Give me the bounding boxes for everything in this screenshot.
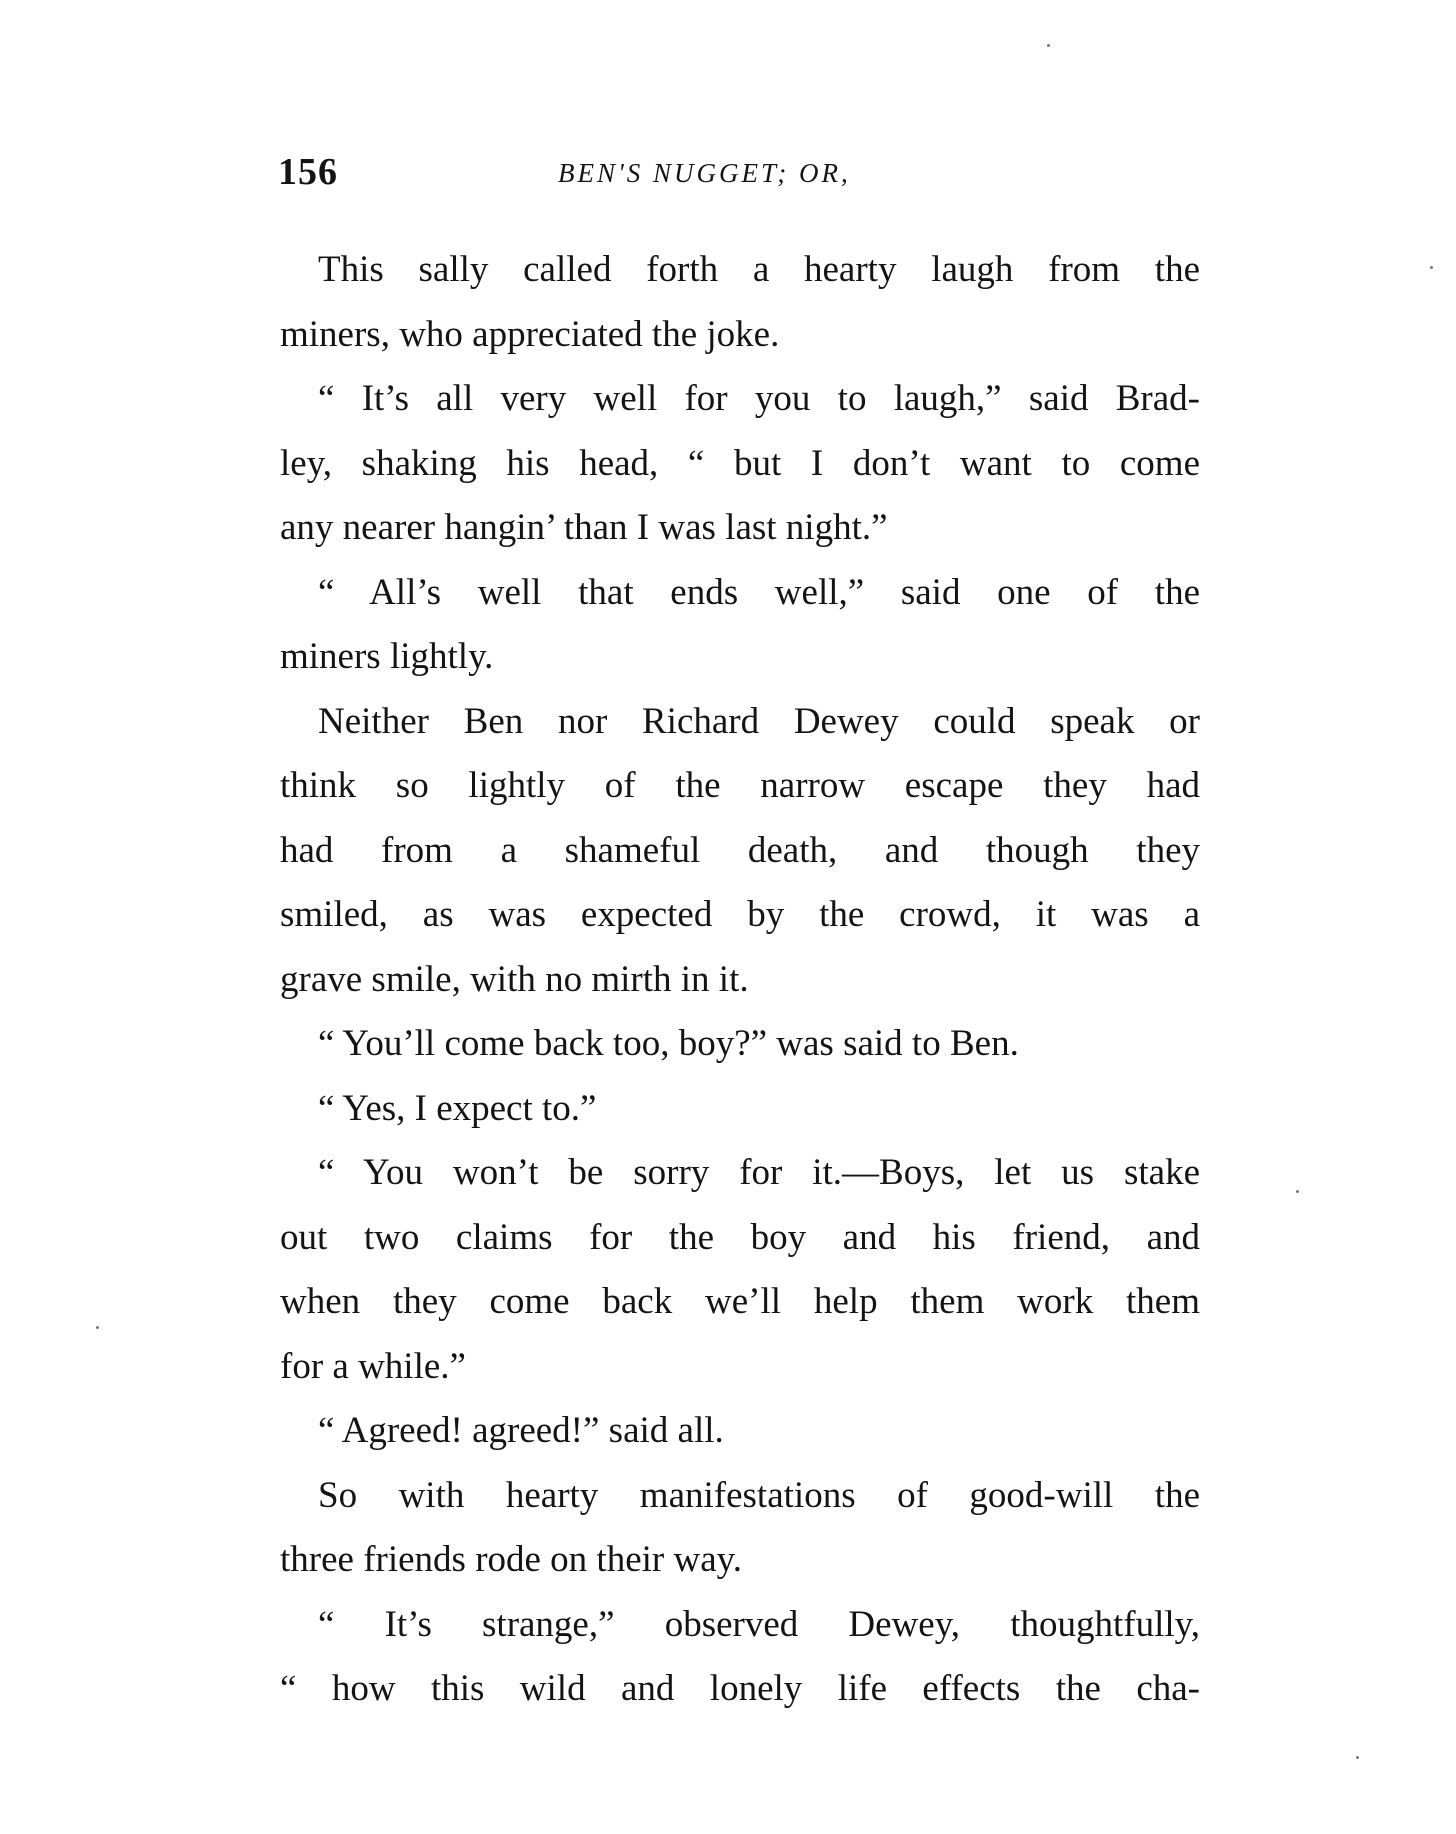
text-line: “ Agreed! agreed!” said all. bbox=[318, 1410, 724, 1451]
text-line: “ how this wild and lonely life effects the cha- bbox=[280, 1668, 1200, 1709]
text-line: three friends rode on their way. bbox=[280, 1539, 742, 1580]
text-line: This sally called forth a hearty laugh from the bbox=[318, 249, 1200, 290]
text-line: out two claims for the boy and his friend, and bbox=[280, 1216, 1200, 1258]
running-head bbox=[278, 150, 1218, 200]
text-line: when they come back we’ll help them work them bbox=[280, 1281, 1200, 1322]
text-line: ley, shaking his head, “ but I don’t want to come bbox=[280, 442, 1200, 484]
text-line: think so lightly of the narrow escape they had bbox=[280, 765, 1200, 806]
body-text bbox=[280, 238, 1200, 1722]
text-line: “ You’ll come back too, boy?” was said to Ben. bbox=[318, 1023, 1019, 1064]
running-title: BEN'S NUGGET; OR, bbox=[558, 158, 851, 188]
scan-speck bbox=[1296, 1190, 1299, 1193]
scan-speck bbox=[96, 1326, 99, 1329]
text-line: smiled, as was expected by the crowd, it was a bbox=[280, 894, 1200, 935]
text-line: grave smile, with no mirth in it. bbox=[280, 958, 749, 1000]
text-line: miners lightly. bbox=[280, 636, 494, 677]
text-line: “ All’s well that ends well,” said one of the bbox=[318, 571, 1200, 613]
scan-speck bbox=[1430, 266, 1433, 269]
text-line: had from a shameful death, and though they bbox=[280, 829, 1200, 871]
text-line: Neither Ben nor Richard Dewey could speak or bbox=[318, 700, 1200, 742]
text-line: “ It’s all very well for you to laugh,” said Brad- bbox=[318, 378, 1200, 419]
scan-speck bbox=[1356, 1756, 1359, 1759]
text-line: “ It’s strange,” observed Dewey, thoughtfully, bbox=[318, 1603, 1200, 1645]
text-line: “ You won’t be sorry for it.—Boys, let us stake bbox=[318, 1152, 1200, 1193]
text-line: for a while.” bbox=[280, 1345, 466, 1387]
text-line: So with hearty manifestations of good-will the bbox=[318, 1474, 1200, 1516]
text-line: miners, who appreciated the joke. bbox=[280, 313, 780, 355]
scan-speck bbox=[1047, 44, 1050, 47]
text-line: “ Yes, I expect to.” bbox=[318, 1087, 597, 1129]
page-number: 156 bbox=[278, 151, 338, 193]
text-line: any nearer hangin’ than I was last night.” bbox=[280, 507, 888, 548]
